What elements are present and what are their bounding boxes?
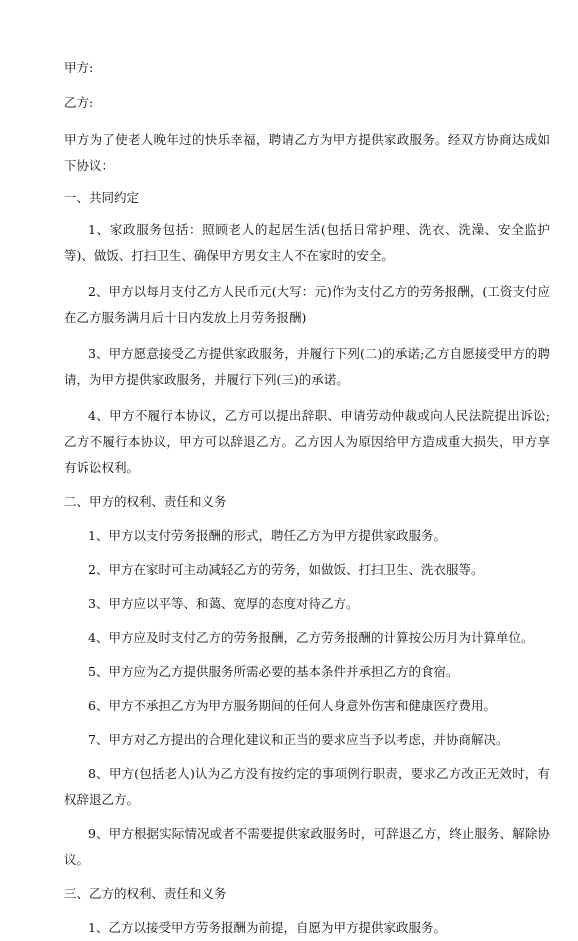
section3-heading: 三、乙方的权利、责任和义务 [64, 886, 227, 901]
section1-item-4: 4、甲方不履行本协议，乙方可以提出辞职、申请劳动仲裁或向人民法院提出诉讼;乙方不履行本协议，甲方可以辞退乙方。乙方因人为原因给甲方造成重大损失，甲方享有诉讼权利。 [64, 408, 550, 475]
section1-item-2: 2、甲方以每月支付乙方人民币元(大写：元)作为支付乙方的劳务报酬，(工资支付应在乙方服务满月后十日内发放上月劳务报酬) [64, 284, 550, 325]
party-b-label: 乙方: [64, 95, 94, 110]
section2-item-9: 9、甲方根据实际情况或者不需要提供家政服务时，可辞退乙方，终止服务、解除协议。 [64, 826, 550, 867]
section2-item-1: 1、甲方以支付劳务报酬的形式，聘任乙方为甲方提供家政服务。 [88, 528, 446, 543]
section1-item-1: 1、家政服务包括：照顾老人的起居生活(包括日常护理、洗衣、洗澡、安全监护等)、做饭、打扫卫生、确保甲方男女主人不在家时的安全。 [64, 222, 550, 263]
party-a-label: 甲方: [64, 60, 94, 75]
section1-item-3: 3、甲方愿意接受乙方提供家政服务，并履行下列(二)的承诺;乙方自愿接受甲方的聘请，为甲方提供家政服务，并履行下列(三)的承诺。 [64, 346, 550, 387]
section2-item-7: 7、甲方对乙方提出的合理化建议和正当的要求应当予以考虑，并协商解决。 [88, 732, 509, 747]
section2-item-3: 3、甲方应以平等、和蔼、宽厚的态度对待乙方。 [88, 596, 359, 611]
section2-item-4: 4、甲方应及时支付乙方的劳务报酬，乙方劳务报酬的计算按公历月为计算单位。 [88, 630, 534, 645]
intro-paragraph: 甲方为了使老人晚年过的快乐幸福，聘请乙方为甲方提供家政服务。经双方协商达成如下协议： [64, 132, 550, 173]
section2-item-5: 5、甲方应为乙方提供服务所需必要的基本条件并承担乙方的食宿。 [88, 664, 459, 679]
section2-item-6: 6、甲方不承担乙方为甲方服务期间的任何人身意外伤害和健康医疗费用。 [88, 698, 496, 713]
section2-item-2: 2、甲方在家时可主动减轻乙方的劳务，如做饭、打扫卫生、洗衣服等。 [88, 562, 484, 577]
section2-heading: 二、甲方的权利、责任和义务 [64, 494, 227, 509]
section2-item-8: 8、甲方(包括老人)认为乙方没有按约定的事项例行职责，要求乙方改正无效时，有权辞退乙方。 [64, 766, 550, 807]
section3-item-1: 1、乙方以接受甲方劳务报酬为前提，自愿为甲方提供家政服务。 [88, 920, 446, 935]
section1-heading: 一、共同约定 [64, 190, 140, 205]
